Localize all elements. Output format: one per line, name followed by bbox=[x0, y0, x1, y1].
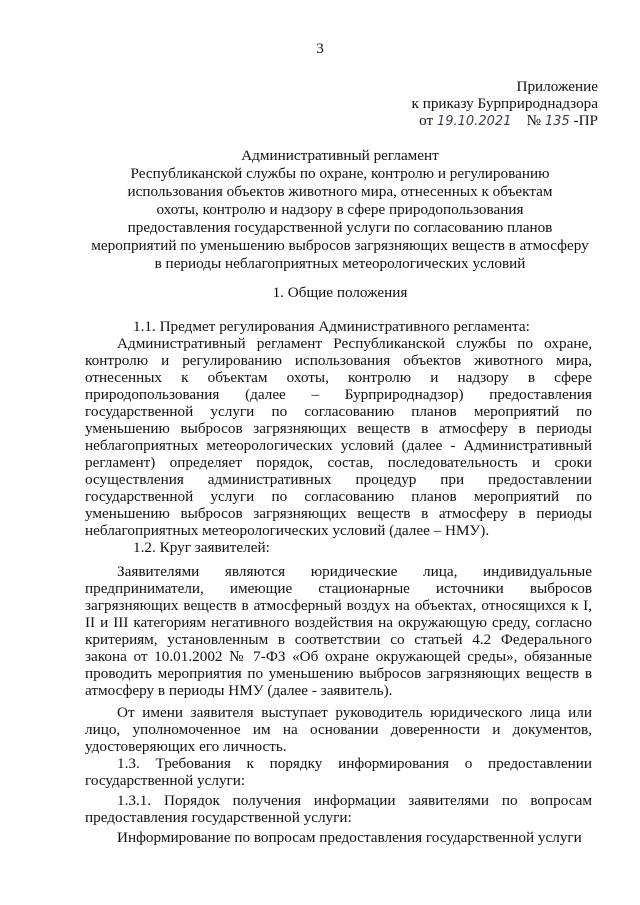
paragraph: Информирование по вопросам предоставления государственной услуги bbox=[117, 829, 582, 846]
from-label: от bbox=[419, 112, 434, 129]
appendix-date-line bbox=[412, 112, 598, 130]
document-body bbox=[85, 318, 592, 846]
number-suffix: -ПР bbox=[573, 112, 598, 129]
title-line: Административный регламент bbox=[241, 147, 439, 164]
section-heading: 1. Общие положения bbox=[272, 284, 408, 301]
document-title bbox=[60, 147, 620, 273]
paragraph-subsection: 1.3.1. Порядок получения информации заявителями по вопросам предоставления государственной услуги: bbox=[85, 792, 592, 826]
title-line: охоты, контролю и надзору в сфере природопользования bbox=[156, 201, 524, 218]
appendix-title: Приложение bbox=[516, 78, 598, 95]
title-line: в периоды неблагоприятных метеорологических условий bbox=[154, 255, 526, 272]
appendix-order-ref: к приказу Бурприроднадзора bbox=[411, 95, 598, 112]
paragraph: От имени заявителя выступает руководитель юридического лица или лицо, уполномоченное им на основании доверенности и документов, удостоверяющих его личность. bbox=[85, 704, 592, 755]
appendix-block bbox=[412, 78, 598, 130]
handwritten-number: 135 bbox=[544, 114, 570, 129]
title-line: Республиканской службы по охране, контролю и регулированию bbox=[130, 165, 550, 182]
page-number: 3 bbox=[316, 40, 324, 57]
title-line: мероприятий по уменьшению выбросов загрязняющих веществ в атмосферу bbox=[91, 237, 589, 254]
paragraph: Административный регламент Республиканской службы по охране, контролю и регулированию использования объектов животного мира, отнесенных к объектам охоты, контролю и надзору в сфере природопользования (далее – Бурприроднадзор) предоставления государственной услуги по согласованию планов мероприятий по уменьшению выбросов загрязняющих веществ в атмосферу в периоды неблагоприятных метеорологических условий (далее - Административный регламент) определяет порядок, состав, последовательность и сроки осуществления административных процедур при предоставлении государственной услуги по согласованию планов мероприятий по уменьшению выбросов загрязняющих веществ в атмосферу в периоды неблагоприятных метеорологических условий (далее – НМУ). bbox=[85, 335, 592, 539]
paragraph-subsection: 1.1. Предмет регулирования Административного регламента: bbox=[133, 318, 530, 335]
paragraph-subsection: 1.3. Требования к порядку информирования о предоставлении государственной услуги: bbox=[85, 755, 592, 789]
handwritten-date: 19.10.2021 bbox=[436, 114, 512, 129]
title-line: предоставления государственной услуги по согласованию планов bbox=[127, 219, 553, 236]
paragraph: Заявителями являются юридические лица, индивидуальные предприниматели, имеющие стационарные источники выбросов загрязняющих веществ в атмосферный воздух на объектах, относящихся к I, II и III категориям негативного воздействия на окружающую среду, согласно критериям, установленным в соответствии со статьей 4.2 Федерального закона от 10.01.2002 № 7-ФЗ «Об охране окружающей среды», обязанные проводить мероприятия по уменьшению выбросов загрязняющих веществ в атмосферу в периоды НМУ (далее - заявитель). bbox=[85, 563, 592, 699]
title-line: использования объектов животного мира, отнесенных к объектам bbox=[127, 183, 553, 200]
paragraph-subsection: 1.2. Круг заявителей: bbox=[133, 539, 270, 556]
number-label: № bbox=[526, 112, 542, 129]
